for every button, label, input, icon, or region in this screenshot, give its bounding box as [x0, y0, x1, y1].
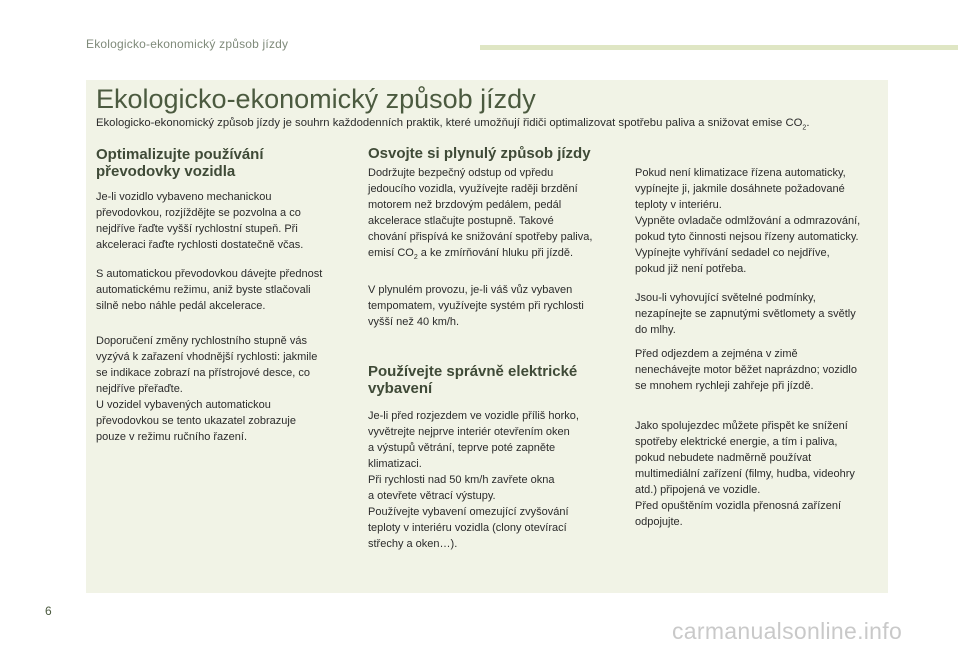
heading-transmission: Optimalizujte používání převodovky vozidla	[96, 146, 264, 180]
header-divider-bar	[480, 45, 958, 50]
paragraph-manual-gearbox: Je-li vozidlo vybaveno mechanickou převodovkou, rozjíždějte se pozvolna a co nejdříve řaďte vyšší rychlostní stupeň. Při akceleraci řaďte rychlosti dostatečně včas.	[96, 191, 304, 251]
middle-column-block-1	[368, 165, 628, 266]
right-column-block-2	[635, 290, 895, 338]
safe-distance-text: Dodržujte bezpečný odstup od vpředu jedoucího vozidla, využívejte raději brzdění motorem než brzdovým pedálem, pedál akcelerace stlačujte postupně. Takové chování přispívá ke snižování spotřeby paliva, emisí CO	[368, 167, 593, 259]
middle-column-block-3	[368, 408, 628, 552]
left-column-block-3	[96, 333, 356, 445]
paragraph-gear-indicator: Doporučení změny rychlostního stupně vás vyzývá k zařazení vhodnější rychlosti: jakmile se indikace zobrazí na přístrojové desce, co nejdříve přeřaďte. U vozidel vybavených automatickou převodovkou se tento ukazatel zobrazuje pouze v režimu ručního řazení.	[96, 335, 318, 443]
running-header-title: Ekologicko-ekonomický způsob jízdy	[86, 37, 289, 51]
paragraph-air-conditioning: Pokud není klimatizace řízena automaticky, vypínejte ji, jakmile dosáhnete požadované teploty v interiéru. Vypněte ovladače odmlžování a odmrazování, pokud tyto činnosti nejsou řízeny automaticky. Vypínejte vyhřívání sedadel co nejdříve, pokud již není potřeba.	[635, 167, 861, 275]
right-column-block-4	[635, 418, 895, 530]
paragraph-automatic-gearbox: S automatickou převodovkou dávejte přednost automatickému režimu, aniž byste stlačovali silně nebo náhle pedál akcelerace.	[96, 268, 323, 312]
paragraph-idling: Před odjezdem a zejména v zimě nenechávejte motor běžet naprázdno; vozidlo se mnohem rychleji zahřeje při jízdě.	[635, 348, 857, 392]
paragraph-safe-distance	[368, 165, 628, 266]
paragraph-headlights: Jsou-li vyhovující světelné podmínky, nezapínejte se zapnutými světlomety a světly do mlhy.	[635, 292, 856, 336]
right-column-block-3	[635, 346, 895, 394]
middle-column-block-2	[368, 282, 628, 330]
co2-subscript: 2	[413, 254, 418, 262]
heading-smooth-driving: Osvojte si plynulý způsob jízdy	[368, 145, 591, 162]
left-column-block-2	[96, 266, 356, 314]
intro-text: Ekologicko-ekonomický způsob jízdy je souhrn každodenních praktik, které umožňují řidiči optimalizovat spotřebu paliva a snižovat emise CO	[96, 117, 803, 129]
intro-subscript: 2	[802, 124, 807, 132]
intro-paragraph	[96, 117, 876, 131]
paragraph-cruise-control: V plynulém provozu, je-li váš vůz vybaven tempomatem, využívejte systém při rychlosti vyšší než 40 km/h.	[368, 284, 584, 328]
left-column	[96, 189, 356, 253]
safe-distance-end: a ke zmírňování hluku při jízdě.	[417, 247, 574, 259]
page-number: 6	[45, 604, 52, 618]
intro-end: .	[806, 117, 810, 129]
paragraph-passenger-devices: Jako spolujezdec můžete přispět ke snížení spotřeby elektrické energie, a tím i paliva, pokud nebudete nadměrně používat multimediální zařízení (filmy, hudba, videohry atd.) připojená ve vozidle. Před opuštěním vozidla přenosná zařízení odpojujte.	[635, 420, 855, 528]
paragraph-ventilation: Je-li před rozjezdem ve vozidle příliš horko, vyvětrejte nejprve interiér otevřením oken a výstupů větrání, teprve poté zapněte klimatizaci. Při rychlosti nad 50 km/h zavřete okna a otevřete větrací výstupy. Používejte vybavení omezující zvyšování teploty v interiéru vozidla (clony otevírací střechy a oken…).	[368, 410, 579, 550]
page-title: Ekologicko-ekonomický způsob jízdy	[96, 84, 536, 114]
watermark: carmanualsonline.info	[672, 618, 903, 644]
right-column-block-1	[635, 165, 895, 277]
heading-electrical-equipment: Používejte správně elektrické vybavení	[368, 363, 578, 397]
